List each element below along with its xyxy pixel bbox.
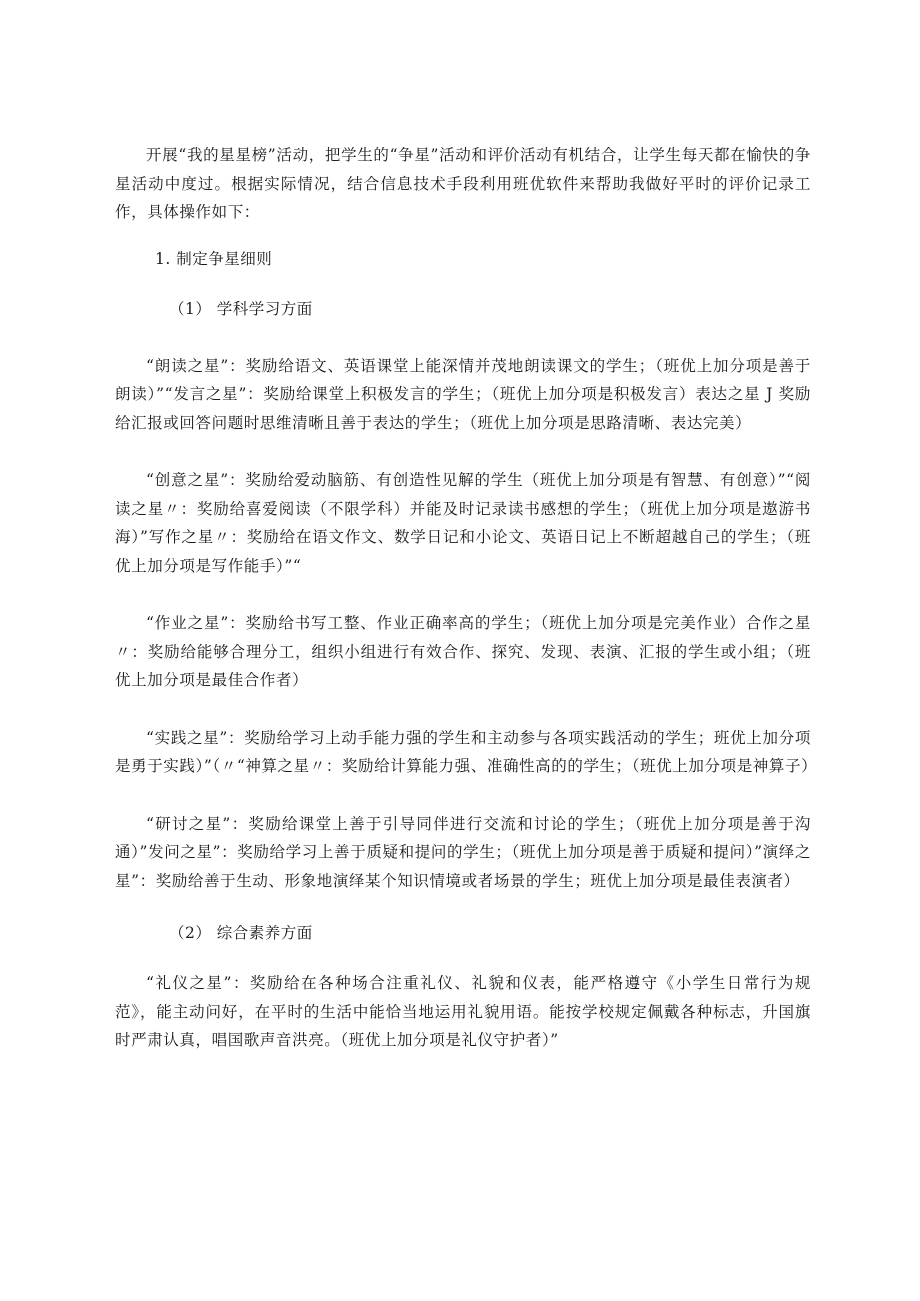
creative-star-paragraph: “创意之星”：奖励给爱动脑筋、有创造性见解的学生（班优上加分项是有智慧、有创意）”“阅读之星〃：奖励给喜爱阅读（不限学科）并能及时记录读书感想的学生；（班优上加分项是遨游书海）”写作之星〃：奖励给在语文作文、数学日记和小论文、英语日记上不断超越自己的学生；（班优上加分项是写作能手）”“ <box>115 471 811 575</box>
etiquette-star-paragraph: “礼仪之星”：奖励给在各种场合注重礼仪、礼貌和仪表，能严格遵守《小学生日常行为规范》，能主动问好，在平时的生活中能恰当地运用礼貌用语。能按学校规定佩戴各种标志，升国旗时严肃认真，唱国歌声音洪亮。（班优上加分项是礼仪守护者）” <box>115 974 811 1049</box>
practice-star-paragraph: “实践之星”：奖励给学习上动手能力强的学生和主动参与各项实践活动的学生；班优上加分项是勇于实践）”（〃“神算之星〃：奖励给计算能力强、准确性高的的学生；（班优上加分项是神算子） <box>115 728 818 775</box>
document-body <box>115 141 818 1055</box>
subsection-2-heading: （2） 综合素养方面 <box>169 924 313 942</box>
homework-star-paragraph: “作业之星”：奖励给书写工整、作业正确率高的学生；（班优上加分项是完美作业）合作之星〃：奖励给能够合理分工，组织小组进行有效合作、探究、发现、表演、汇报的学生或小组；（班优上加分项是最佳合作者） <box>115 614 811 689</box>
discussion-star-paragraph: “研讨之星”：奖励给课堂上善于引导同伴进行交流和讨论的学生；（班优上加分项是善于沟通）”发问之星”：奖励给学习上善于质疑和提问的学生；（班优上加分项是善于质疑和提问）”演绎之星”：奖励给善于生动、形象地演绎某个知识情境或者场景的学生；班优上加分项是最佳表演者） <box>115 814 811 890</box>
section-1-heading: 1. 制定争星细则 <box>155 249 273 268</box>
intro-paragraph: 开展“我的星星榜”活动，把学生的“争星”活动和评价活动有机结合，让学生每天都在愉快的争星活动中度过。根据实际情况，结合信息技术手段利用班优软件来帮助我做好平时的评价记录工作，具体操作如下： <box>115 146 811 221</box>
subsection-1-heading: （1） 学科学习方面 <box>169 299 313 318</box>
reading-star-paragraph: “朗读之星”：奖励给语文、英语课堂上能深情并茂地朗读课文的学生；（班优上加分项是善于朗读）”“发言之星”：奖励给课堂上积极发言的学生；（班优上加分项是积极发言）表达之星 J 奖励给汇报或回答问题时思维清晰且善于表达的学生；（班优上加分项是思路清晰、表达完美） <box>115 356 811 432</box>
